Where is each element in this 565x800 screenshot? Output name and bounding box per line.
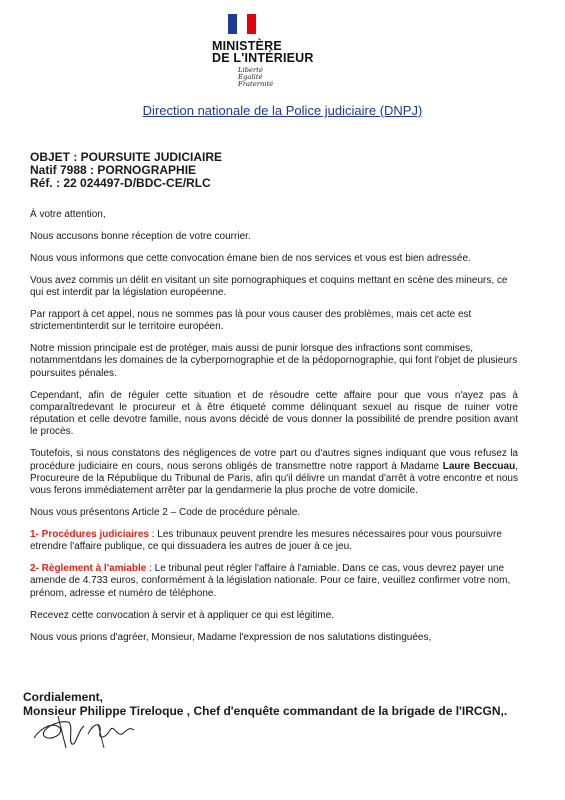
paragraph-7: [30, 448, 518, 497]
salutation: À votre attention,: [30, 209, 106, 220]
closing-greeting: Cordialement,: [23, 690, 104, 704]
paragraph-3: Vous avez commis un délit en visitant un site pornographiques et coquins mettant en scène des mineurs, ce qui est interdit par la législation européenne.: [30, 274, 508, 298]
paragraph-2: Nous vous informons que cette convocation émane bien de nos services et vous est bien adressée.: [30, 252, 471, 264]
reference-line: Réf. : 22 024497-D/BDC-CE/RLC: [30, 176, 211, 190]
option-2-text: : Le tribunal peut régler l'affaire à l'amiable. Dans ce cas, vous devrez payer une amende de 4.733 euros, conformément à la législation nationale. Pour ce faire, veuillez confirmer votre nom, prénom, adresse et numéro de téléphone.: [30, 563, 511, 599]
paragraph-7-start: Toutefois, si nous constatons des négligences de votre part ou d'autres signes indiquant que vous refusez la procédure judiciaire en cours, nous serons obligés de transmettre notre rapport à Madame: [30, 448, 518, 472]
french-flag-icon: [228, 14, 256, 34]
paragraph-4: Par rapport à cet appel, nous ne sommes pas là pour vous causer des problèmes, mais cet acte est strictementinterdit sur le territoire européen.: [30, 308, 472, 333]
ministry-line2: DE L'INTÉRIEUR: [212, 51, 314, 65]
document-title: Direction nationale de la Police judiciaire (DNPJ): [142, 103, 423, 118]
prosecutor-name: Laure Beccuau: [442, 460, 516, 472]
option-2-label: 2- Règlement à l'amiable: [30, 563, 147, 575]
motto-fraternite: Fraternité: [238, 80, 274, 88]
option-2: [30, 563, 518, 600]
subject-block: [30, 151, 222, 190]
natif-line: Natif 7988 : PORNOGRAPHIE: [30, 163, 197, 177]
ministry-logo: [212, 14, 352, 88]
republic-motto: [238, 67, 352, 88]
letter-body: [30, 209, 518, 653]
ministry-line1: MINISTÈRE: [212, 39, 282, 53]
paragraph-9: Recevez cette convocation à servir et à appliquer ce qui est légitime.: [30, 609, 335, 621]
motto-egalite: Égalité: [238, 73, 263, 81]
handwritten-signature: [28, 712, 158, 752]
paragraph-7-end: , Procureure de la République du Tribunal de Paris, afin qu'il délivre un mandat d'arrêt à votre encontre et nous vous ferons immédiatement arrêter par la gendarmerie la plus proche de votre domicile.: [30, 460, 518, 497]
subject-line: OBJET : POURSUITE JUDICIAIRE: [30, 150, 223, 164]
paragraph-1: Nous accusons bonne réception de votre courrier.: [30, 230, 251, 242]
paragraph-5: Notre mission principale est de protéger, mais aussi de punir lorsque des infractions sont commises, notammentdans les domaines de la cyberpornographie et de la pédopornographie, qui font l'objet de plusieurs poursuites pénales.: [30, 343, 518, 379]
option-1: [30, 529, 518, 554]
paragraph-10: Nous vous prions d'agréer, Monsieur, Madame l'expression de nos salutations distinguées,: [30, 631, 432, 643]
option-1-label: 1- Procédures judiciaires: [30, 528, 149, 540]
paragraph-6: Cependant, afin de réguler cette situation et de résoudre cette affaire pour que vous n'ayez pas à comparaîtredevant le procureur et à être étiqueté comme délinquant sexuel au risque de ruiner votre réputation et celle devotre famille, nous avons décidé de vous donner la possibilité de prendre position avant le procès.: [30, 389, 518, 438]
signatory: Monsieur Philippe Tireloque , Chef d'enquête commandant de la brigade de l'IRCGN,.: [23, 704, 508, 718]
ministry-name: [212, 40, 352, 64]
motto-liberte: Liberté: [238, 66, 264, 74]
option-1-text: : Les tribunaux peuvent prendre les mesures nécessaires pour vous poursuivre etrendre l'affaire publique, ce qui dissuadera les autres de jouer à ce jeu.: [30, 528, 502, 553]
paragraph-8: Nous vous présentons Article 2 – Code de procédure pénale.: [30, 507, 301, 519]
